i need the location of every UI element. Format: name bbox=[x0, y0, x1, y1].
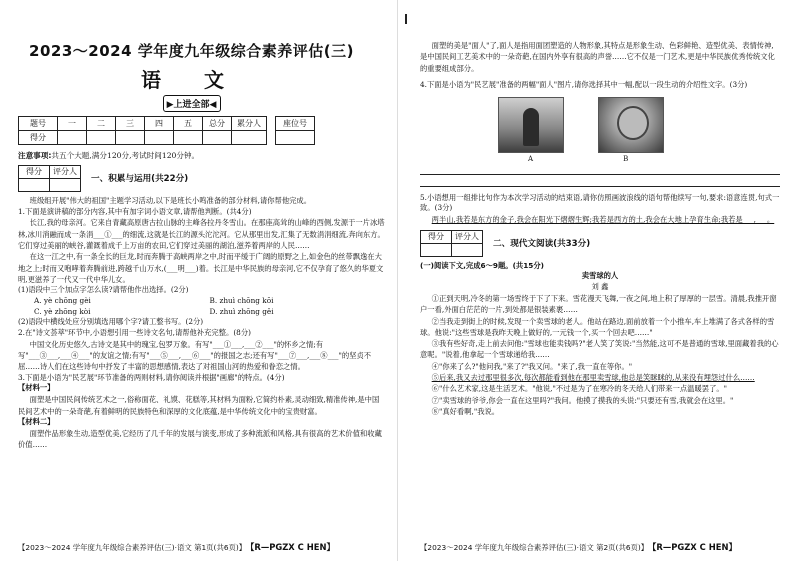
exam-title: 2023～2024 学年度九年级综合素养评估(三) bbox=[29, 42, 354, 60]
seat-label: 座位号 bbox=[276, 117, 315, 131]
section1-header bbox=[18, 165, 385, 192]
passage-r1: 面塑的美是"面人"了,面人是指用面团塑造的人物形象,其特点是形象生动、色彩鲜艳、造型优美、表情传神,是中国民间工艺美术中的一朵奇葩,在国内外享有很高的声誉……它不仅是一门艺术,更是中华民族优秀传统文化的重要组成部分。 bbox=[420, 41, 775, 73]
score-cell[interactable] bbox=[203, 131, 232, 145]
question-1-2: (2)语段中横线处应分别填选用哪个字?请工整书写。(2分) bbox=[18, 317, 204, 327]
question-2: 2.在"诗文荟萃"环节中,小语想引用一些诗文名句,请帮他补充完整。(8分) bbox=[18, 327, 251, 337]
question-1: 1.下面是演讲稿的部分内容,其中有加字词小语文章,请帮他判断。(共4分) bbox=[18, 206, 252, 216]
score-table bbox=[18, 116, 267, 145]
subsection-title: (一)阅读下文,完成6～9题。(共15分) bbox=[420, 260, 544, 270]
question-4: 4.下面是小语为"民艺展"准备的两幅"面人"图片,请你选择其中一幅,配以一段生动的介绍性文字。(3分) bbox=[420, 79, 748, 89]
option-c[interactable]: C. yè zhōng kòi bbox=[34, 306, 91, 316]
figure-shape bbox=[617, 106, 649, 140]
essay-para-7: ⑦"卖雪球的爷爷,你会一直在这里吗?"我问。他摸了摸我的头说:"只要还有雪,我就会在这里。" bbox=[431, 395, 734, 405]
footer-left-text: 【2023～2024 学年度九年级综合素养评估(三)·语文 第1页(共6页)】 bbox=[18, 543, 247, 552]
essay-para-4: ④"你来了么?"他问我,"来了?"我又问。"来了,我一直在等你。" bbox=[431, 361, 633, 371]
notice-text: 共五个大题,满分120分,考试时间120分钟。 bbox=[51, 151, 200, 160]
score-cell[interactable] bbox=[145, 131, 174, 145]
passage-5: 面塑作品形象生动,造型优美,它经历了几千年的发展与演变,形成了多种流派和风格,具有很高的艺术价值和收藏价值…… bbox=[18, 428, 382, 449]
question-5: 5.小语想用一组排比句作为本次学习活动的结束语,请你仿照画波浪线的语句帮他续写一句,要求:语意连贯,句式一致。(3分) bbox=[420, 192, 780, 213]
passage-2: 在这一江之中,有一条全长的巨龙,时而奔腾于高峡两岸之中,时而平缓于广阔的原野之上,如金色的丝带飘逸在大地之上;时而又咆哮着奔腾前进,跨越千山万水,(___明___)着。长江是中华民族的母亲河,它不仅孕育了悠久的华夏文明,更滋养了一代又一代中华儿女。 bbox=[18, 252, 384, 284]
score-cell[interactable] bbox=[58, 131, 87, 145]
essay-para-8: ⑧"真好看啊,"我说。 bbox=[431, 406, 500, 416]
image-labels bbox=[528, 155, 780, 163]
dough-figure-image-b bbox=[598, 97, 664, 153]
passage-3: 中国文化历史悠久,古诗文是其中的瑰宝,包罗万象。有写"___①___,___②___"的怀乡之情;有写"___③___,___④___"的友谊之情;有写"___⑤___,___⑥___"的报国之志;还有写"___⑦___,___⑧___"的坚贞不屈……诗人们在这些诗句中抒发了丰富的思想感情,表达了对祖国山河的热爱和眷恋之情。 bbox=[18, 339, 372, 372]
intro-text: 班级组开展"伟大的祖国"主题学习活动,以下是班长小鸣准备的部分材料,请你帮他完成。 bbox=[29, 195, 312, 205]
option-a[interactable]: A. yè chōng gèi bbox=[34, 296, 91, 306]
badge: ▶上进全部◀ bbox=[163, 95, 221, 112]
option-d[interactable]: D. zhuì zhōng gěi bbox=[209, 306, 274, 316]
section1-score-table bbox=[18, 165, 81, 192]
mini-cell-label: 评分人 bbox=[50, 165, 81, 178]
essay-para-6: ⑥"什么艺术家,这是生活艺术。"他说,"不过是为了在寒冷的冬天给人们带来一点温暖罢了。" bbox=[431, 384, 728, 394]
image-label-a: A bbox=[528, 154, 534, 163]
dough-figure-image-a bbox=[498, 97, 564, 153]
score-area bbox=[18, 116, 385, 145]
notice-label: 注意事项: bbox=[18, 151, 52, 160]
score-cell[interactable] bbox=[232, 131, 267, 145]
score-row-label: 得分 bbox=[19, 131, 58, 145]
section1-title: 一、积累与运用(共22分) bbox=[91, 174, 189, 185]
footer-right bbox=[420, 541, 737, 553]
seat-table bbox=[275, 116, 315, 145]
passage-1: 长江,我的母亲河。它来自青藏高原唐古拉山脉的主峰各拉丹冬雪山。在那座高耸的山峰的西侧,发源于一片冰塔林,冰川消融而成一条涓___①___的细流,这就是长江的源头沱沱河。它从那里出发,汇集了无数涓涓细流,奔向东方。它们穿过美丽的峡谷,灌溉着成千上万亩的农田,它们穿过美丽的湖泊,滋养着两岸的人民…… bbox=[18, 218, 385, 251]
figure-shape bbox=[523, 108, 539, 146]
answer-line[interactable] bbox=[420, 177, 780, 187]
image-label-b: B bbox=[623, 154, 629, 163]
score-header-cell: 五 bbox=[174, 117, 203, 131]
question-3: 3.下面是小语为"民艺展"环节准备的两则材料,请你阅读并根据"画廊"的特点。(4分) bbox=[18, 372, 285, 382]
score-cell[interactable] bbox=[174, 131, 203, 145]
footer-left-code: 【R—PGZX C HEN】 bbox=[250, 542, 335, 552]
option-b[interactable]: B. zhuì chōng kōi bbox=[209, 296, 274, 306]
footer-right-code: 【R—PGZX C HEN】 bbox=[652, 542, 737, 552]
passage-4: 面塑是中国民间传统艺术之一,俗称面花、礼馍、花糕等,其材料为面粉,它简约朴素,灵动细致,精准传神,是中国民间艺术中的一朵奇葩,有着鲜明的民族特色和深厚的文化底蕴,是中华传统文化中的宝贵财富。 bbox=[18, 395, 380, 416]
essay-title: 卖雪球的人 bbox=[581, 271, 619, 281]
essay-para-1: ①正到天明,冷冬的第一场雪终于下了下来。雪花漫天飞舞,一夜之间,地上积了厚厚的一层雪。清晨,我推开窗户一看,外面白茫茫的一片,到处都是银装素裹…… bbox=[420, 293, 777, 315]
footer-left bbox=[18, 541, 335, 553]
mini-cell[interactable] bbox=[452, 243, 483, 256]
answer-line[interactable] bbox=[420, 165, 780, 175]
score-header-cell: 累分人 bbox=[232, 117, 267, 131]
score-header-cell: 总分 bbox=[203, 117, 232, 131]
essay-author: 刘 鑫 bbox=[591, 282, 609, 292]
material-1-label: 【材料一】 bbox=[18, 383, 55, 393]
mini-cell-label: 评分人 bbox=[452, 230, 483, 243]
subject-title: 语 文 bbox=[141, 68, 242, 92]
seat-cell[interactable] bbox=[276, 131, 315, 145]
options bbox=[18, 296, 385, 317]
mini-cell-label: 得分 bbox=[19, 165, 50, 178]
mini-cell-label: 得分 bbox=[421, 230, 452, 243]
section2-score-table bbox=[420, 230, 483, 257]
essay-para-2: ②当我走到街上的时候,发现一个卖雪球的老人。他站在路边,面前放着一个小推车,车上堆满了各式各样的雪球。他说:"这些雪球是我昨天晚上做好的,一元钱一个,买一个回去吧……" bbox=[420, 316, 775, 337]
score-cell[interactable] bbox=[87, 131, 116, 145]
mini-cell[interactable] bbox=[421, 243, 452, 256]
material-2-label: 【材料二】 bbox=[18, 416, 55, 426]
mini-cell[interactable] bbox=[19, 178, 50, 191]
score-header-cell: 四 bbox=[145, 117, 174, 131]
essay-para-5: ⑤后来,我又去过那里很多次,每次都能看到他在那里卖雪球,他总是笑眯眯的,从来没有埋怨过什么…… bbox=[431, 373, 755, 383]
essay-para-3: ③我有些好奇,走上前去问他:"雪球也能卖钱吗?"老人笑了笑说:"当然能,这可不是普通的雪球,里面藏着我的心意呢。"说着,他拿起一个雪球递给我…… bbox=[420, 339, 779, 360]
score-header-cell: 题号 bbox=[19, 117, 58, 131]
passage-6: 两半山,我若是东方的金子,我会在阳光下熠熠生辉;我若是西方的土,我会在大地上孕育生命;我若是___,___。 bbox=[431, 215, 775, 225]
notice bbox=[18, 151, 385, 161]
image-row bbox=[498, 97, 780, 153]
score-header-cell: 二 bbox=[87, 117, 116, 131]
score-header-cell: 一 bbox=[58, 117, 87, 131]
section2-header bbox=[420, 230, 780, 257]
right-page bbox=[397, 0, 794, 561]
section2-title: 二、现代文阅读(共33分) bbox=[493, 239, 591, 250]
score-header-cell: 三 bbox=[116, 117, 145, 131]
mini-cell[interactable] bbox=[50, 178, 81, 191]
footer-right-text: 【2023～2024 学年度九年级综合素养评估(三)·语文 第2页(共6页)】 bbox=[420, 543, 649, 552]
score-cell[interactable] bbox=[116, 131, 145, 145]
question-1-1: (1)语段中三个加点字怎么读?请帮他作出选择。(2分) bbox=[18, 285, 189, 295]
